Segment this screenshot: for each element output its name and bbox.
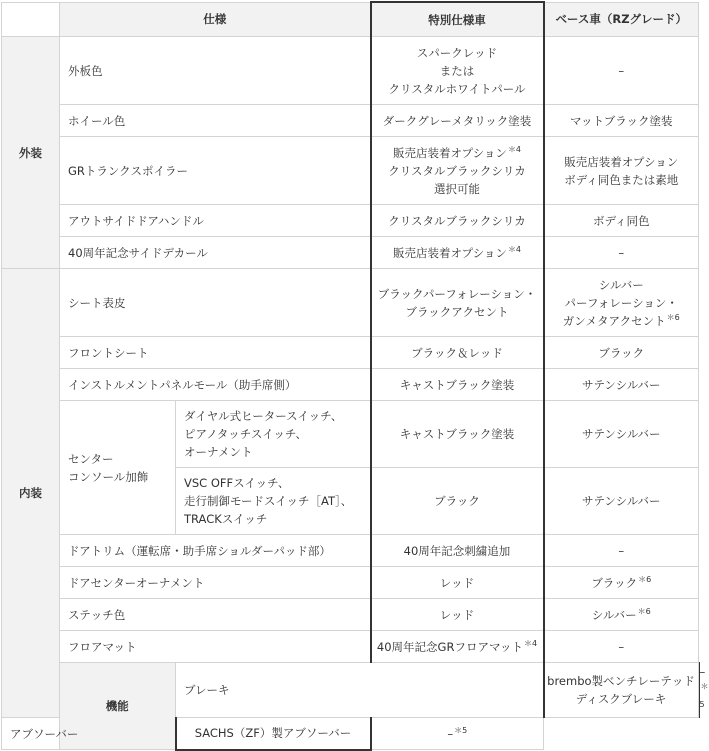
special-value-line: ディスクブレーキ — [575, 692, 667, 706]
item-label: フロントシート — [60, 337, 371, 369]
special-value-line: クリスタルホワイトパール — [388, 81, 526, 96]
special-value — [371, 137, 544, 205]
item-label: GRトランクスポイラー — [60, 137, 371, 205]
item-label: インストルメントパネルモール（助手席側） — [60, 369, 371, 401]
footnote-mark: ＊5 — [699, 682, 709, 710]
sub-item-label-line: TRACKスイッチ — [184, 512, 268, 526]
special-value-line — [372, 144, 543, 162]
special-value: ブラック — [371, 468, 544, 535]
item-label: アウトサイドドアハンドル — [60, 205, 371, 237]
special-value: レッド — [371, 599, 544, 631]
base-value — [371, 718, 544, 750]
table-row — [2, 269, 699, 337]
special-value-text: 販売店装着オプション — [392, 245, 507, 260]
item-label: 外板色 — [60, 37, 371, 105]
base-value — [544, 599, 699, 631]
base-value: ブラック — [544, 337, 699, 369]
footnote-mark: ＊5 — [454, 725, 468, 735]
item-label-center-console — [60, 401, 176, 535]
special-value: ダークグレーメタリック塗装 — [371, 105, 544, 137]
item-label: ドアセンターオーナメント — [60, 567, 371, 599]
sub-item-label — [176, 401, 371, 468]
special-value-line: ブラックパーフォレーション・ — [377, 286, 537, 301]
special-value: キャストブラック塗装 — [371, 369, 544, 401]
special-value-text: 販売店装着オプション — [392, 145, 507, 160]
header-base-model: ベース車（RZグレード） — [544, 2, 699, 37]
header-spec: 仕様 — [60, 2, 371, 37]
item-label: ステッチ色 — [60, 599, 371, 631]
special-value — [544, 663, 699, 718]
base-value: サテンシルバー — [544, 369, 699, 401]
base-value-line: 販売店装着オプション — [564, 154, 679, 169]
item-label-line: コンソール加飾 — [68, 469, 149, 484]
base-value: – — [544, 535, 699, 567]
base-value-line: ボディ同色または素地 — [564, 172, 679, 187]
table-row — [2, 535, 699, 567]
table-row — [2, 631, 699, 663]
sub-item-label — [176, 468, 371, 535]
footnote-mark: ＊4 — [523, 638, 538, 648]
item-label: シート表皮 — [60, 269, 371, 337]
special-value-line: brembo製ベンチレーテッド — [547, 674, 695, 688]
item-label-line: センター — [68, 451, 114, 466]
base-value: マットブラック塗装 — [544, 105, 699, 137]
table-row — [2, 567, 699, 599]
table-row — [2, 369, 699, 401]
table-row — [2, 105, 699, 137]
base-value: – — [544, 631, 699, 663]
table-row — [2, 599, 699, 631]
base-value-text: ブラック — [591, 575, 638, 590]
special-value-line: 選択可能 — [434, 181, 480, 196]
table-row — [2, 237, 699, 269]
table-row — [2, 401, 699, 468]
table-row — [2, 137, 699, 205]
special-value: クリスタルブラックシリカ — [371, 205, 544, 237]
sub-item-label-line: オーナメント — [184, 445, 253, 459]
base-value-text: – — [699, 665, 706, 679]
sub-item-label-line: ダイヤル式ヒータースイッチ、 — [184, 409, 343, 423]
special-value-line: クリスタルブラックシリカ — [388, 163, 526, 178]
header-special-model: 特別仕様車 — [371, 2, 544, 37]
base-value-text: ガンメタアクセント — [562, 313, 666, 328]
special-value-line: ブラックアクセント — [405, 304, 509, 319]
footnote-mark: ＊4 — [507, 144, 522, 154]
table-row — [2, 337, 699, 369]
footnote-mark: ＊6 — [638, 574, 652, 584]
special-value — [371, 631, 544, 663]
special-value — [371, 269, 544, 337]
item-label: 40周年記念サイドデカール — [60, 237, 371, 269]
special-value: レッド — [371, 567, 544, 599]
special-value-line: または — [439, 63, 475, 78]
footnote-mark: ＊6 — [637, 606, 651, 616]
sub-item-label-line: ピアノタッチスイッチ、 — [184, 427, 308, 441]
table-row — [2, 205, 699, 237]
base-value: – — [544, 37, 699, 105]
item-label: アブソーバー — [2, 718, 176, 750]
special-value: SACHS（ZF）製アブソーバー — [176, 718, 371, 750]
sub-item-label-line: VSC OFFスイッチ、 — [184, 476, 290, 490]
base-value: – — [544, 237, 699, 269]
footnote-mark: ＊6 — [666, 312, 680, 322]
special-value — [371, 237, 544, 269]
base-value — [544, 567, 699, 599]
base-value-line: シルバー — [598, 277, 644, 292]
special-value: キャストブラック塗装 — [371, 401, 544, 468]
base-value-text: – — [447, 726, 454, 741]
item-label: ブレーキ — [176, 663, 544, 718]
base-value: サテンシルバー — [544, 468, 699, 535]
footnote-mark: ＊4 — [507, 244, 522, 254]
base-value-line: パーフォレーション・ — [564, 295, 678, 310]
special-value: 40周年記念刺繍追加 — [371, 535, 544, 567]
table-header-row — [2, 2, 699, 37]
base-value-line — [545, 312, 699, 330]
special-value: ブラック＆レッド — [371, 337, 544, 369]
sub-item-label-line: 走行制御モードスイッチ［AT］、 — [184, 494, 353, 508]
base-value — [544, 137, 699, 205]
spec-comparison-table — [1, 1, 709, 751]
base-value: サテンシルバー — [544, 401, 699, 468]
table-row — [2, 37, 699, 105]
category-interior: 内装 — [2, 269, 60, 718]
table-row — [2, 718, 699, 750]
special-value-line: スパークレッド — [416, 45, 498, 60]
category-function: 機能 — [60, 663, 176, 750]
category-exterior: 外装 — [2, 37, 60, 269]
item-label: ドアトリム（運転席・助手席ショルダーパッド部） — [60, 535, 371, 567]
item-label: フロアマット — [60, 631, 371, 663]
header-blank — [2, 2, 60, 37]
base-value: ボディ同色 — [544, 205, 699, 237]
base-value — [544, 269, 699, 337]
item-label: ホイール色 — [60, 105, 371, 137]
base-value-text: シルバー — [591, 607, 637, 622]
table-row — [2, 663, 699, 718]
special-value — [371, 37, 544, 105]
special-value-text: 40周年記念GRフロアマット — [376, 639, 523, 654]
